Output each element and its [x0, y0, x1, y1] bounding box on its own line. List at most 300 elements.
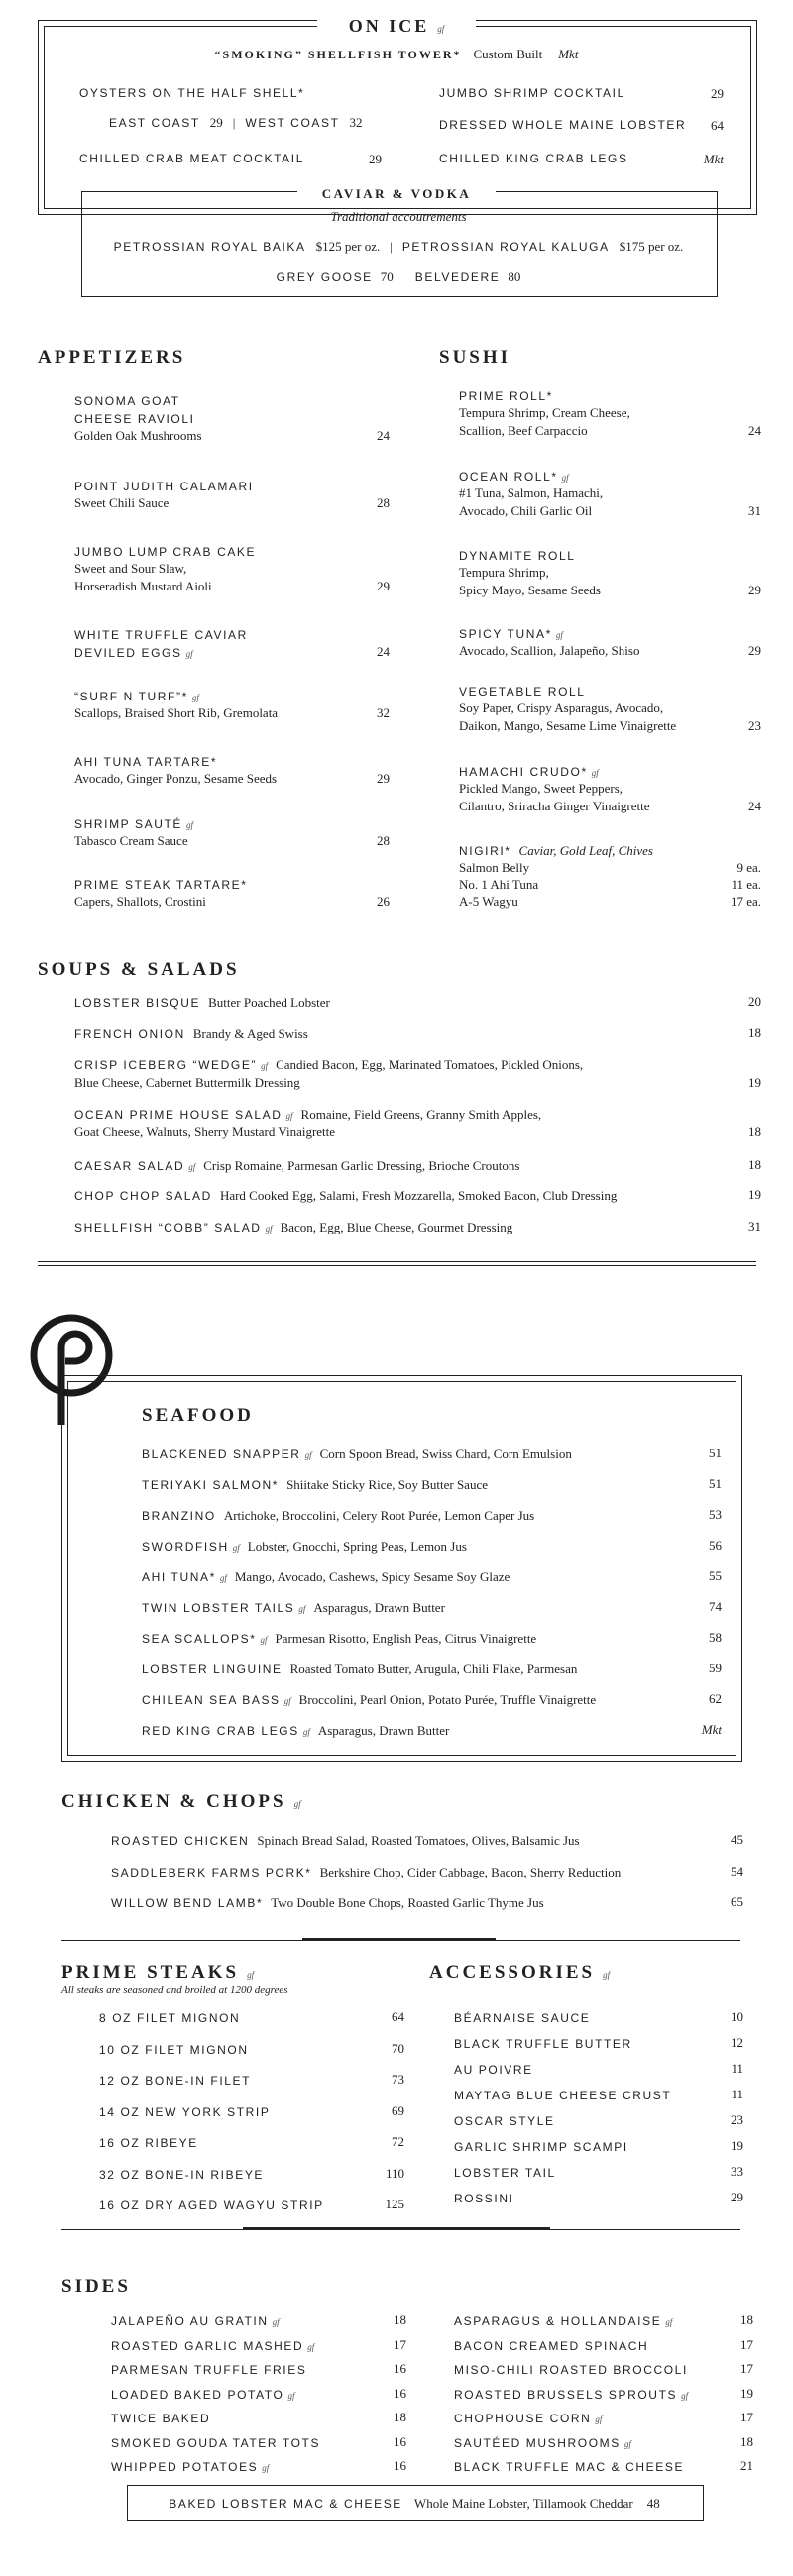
menu-item-row	[111, 2337, 314, 2355]
menu-item-price: 45	[731, 1832, 743, 1847]
menu-item-name: SAUTÉED MUSHROOMS	[454, 2435, 621, 2450]
menu-item-name: CHILEAN SEA BASS	[142, 1693, 281, 1707]
menu-item-price: 65	[731, 1894, 743, 1909]
menu-item-desc: Avocado, Ginger Ponzu, Sesame Seeds	[74, 771, 278, 786]
menu-item-name: BLACK TRUFFLE BUTTER	[454, 2037, 632, 2051]
menu-item-name-row	[459, 683, 586, 700]
menu-item-name: AU POIVRE	[454, 2063, 533, 2077]
menu-item-name: ROASTED BRUSSELS SPROUTS	[454, 2387, 678, 2402]
gf-mark: gf	[260, 1635, 268, 1645]
menu-item-name: JALAPEÑO AU GRATIN	[111, 2314, 269, 2328]
menu-item-name-row	[74, 626, 248, 644]
menu-item-price: 72	[392, 2134, 404, 2149]
oysters-label: OYSTERS ON THE HALF SHELL*	[79, 86, 305, 100]
menu-item-desc: Avocado, Scallion, Jalapeño, Shiso	[459, 643, 640, 658]
menu-item-name: GARLIC SHRIMP SCAMPI	[454, 2140, 628, 2154]
oyster-separator: |	[232, 115, 236, 130]
menu-item-name: MAYTAG BLUE CHEESE CRUST	[454, 2089, 672, 2102]
kaluga-label: PETROSSIAN ROYAL KALUGA	[401, 240, 610, 254]
gf-mark: gf	[262, 2463, 270, 2473]
menu-item-name: SHRIMP SAUTÉ	[74, 817, 182, 831]
menu-item-desc: Two Double Bone Chops, Roasted Garlic Thyme Jus	[271, 1895, 544, 1910]
menu-item-name: BÉARNAISE SAUCE	[454, 2011, 591, 2025]
menu-item-row	[99, 2166, 264, 2184]
menu-item-row	[142, 1599, 672, 1617]
gf-mark: gf	[302, 1727, 310, 1737]
menu-item-price: 55	[709, 1568, 722, 1583]
menu-item-name-row	[459, 468, 569, 485]
belvedere-price: 80	[508, 269, 521, 284]
menu-item-name: “SURF N TURF”*	[74, 690, 188, 703]
menu-item-price: 32	[377, 705, 390, 720]
steaks-title-wrap	[61, 1962, 254, 1984]
menu-item-desc: Capers, Shallots, Crostini	[74, 894, 206, 909]
chicken-title: CHICKEN & CHOPS	[61, 1791, 286, 1812]
menu-item-row	[111, 1894, 694, 1912]
nigiri-line-price: 11 ea.	[731, 877, 761, 892]
menu-item-price: 74	[709, 1599, 722, 1614]
menu-item-row	[74, 994, 712, 1012]
menu-item-desc: Sweet Chili Sauce	[74, 495, 170, 510]
menu-item-price: 53	[709, 1507, 722, 1522]
menu-item-name: OCEAN ROLL*	[459, 470, 558, 483]
menu-item-price: 18	[748, 1125, 761, 1139]
menu-item-price: 31	[748, 1219, 761, 1234]
menu-item-row	[142, 1507, 672, 1525]
caviar-subtitle: Traditional accoutrements	[330, 209, 467, 224]
menu-item-name: ROASTED GARLIC MASHED	[111, 2338, 304, 2353]
kaluga-price: $175 per oz.	[619, 239, 684, 254]
sides-title: SIDES	[61, 2276, 131, 2297]
menu-item-desc: Mango, Avocado, Cashews, Spicy Sesame Soy Glaze	[234, 1569, 510, 1584]
king-crab-label: CHILLED KING CRAB LEGS	[439, 152, 628, 165]
menu-item-price: 16	[394, 2361, 406, 2376]
menu-item-price: 62	[709, 1691, 722, 1706]
caviar-title: CAVIAR & VODKA	[321, 186, 472, 201]
gf-mark: gf	[595, 2415, 603, 2424]
menu-item-price: 31	[748, 503, 761, 518]
menu-item-row	[454, 2312, 672, 2330]
steaks-note: All steaks are seasoned and broiled at 1200 degrees	[61, 1985, 288, 1996]
menu-item-price: 23	[748, 718, 761, 733]
menu-item-desc: Scallops, Braised Short Rib, Gremolata	[74, 705, 279, 720]
menu-item-name: CRISP ICEBERG “WEDGE”	[74, 1058, 258, 1072]
menu-item-name: TERIYAKI SALMON*	[142, 1478, 280, 1492]
menu-item-price: 17	[740, 2410, 753, 2424]
menu-item-price: 56	[709, 1538, 722, 1553]
menu-item-row	[454, 2190, 514, 2207]
menu-item-name: PRIME ROLL*	[459, 389, 553, 403]
menu-item-price: 24	[748, 799, 761, 813]
menu-item-row	[99, 2041, 249, 2059]
steaks-title: PRIME STEAKS	[61, 1962, 240, 1983]
menu-item-name: PARMESAN TRUFFLE FRIES	[111, 2363, 307, 2377]
menu-item-name: BACON CREAMED SPINACH	[454, 2338, 649, 2353]
tower-name: “SMOKING” SHELLFISH TOWER*	[214, 48, 462, 61]
on-ice-title: ON ICE	[348, 16, 430, 36]
menu-item-row	[111, 2361, 306, 2379]
feature-price: 48	[646, 2496, 660, 2511]
menu-item-row	[142, 1568, 672, 1586]
menu-item-name: HAMACHI CRUDO*	[459, 765, 588, 779]
maine-lobster-label: DRESSED WHOLE MAINE LOBSTER	[439, 118, 687, 132]
gf-mark: gf	[287, 2390, 295, 2401]
menu-item-name-row	[74, 410, 195, 428]
caviar-separator: |	[390, 239, 393, 254]
menu-item-name: SEA SCALLOPS*	[142, 1632, 257, 1646]
menu-item-desc: Crisp Romaine, Parmesan Garlic Dressing, Brioche Croutons	[203, 1158, 520, 1173]
menu-item-name: LOADED BAKED POTATO	[111, 2387, 284, 2402]
menu-item-price: 70	[392, 2040, 404, 2056]
menu-item-price: 51	[709, 1476, 722, 1491]
menu-item-price: 23	[731, 2112, 743, 2127]
seafood-title: SEAFOOD	[142, 1405, 254, 1426]
soups-divider-2	[38, 1265, 756, 1266]
menu-item-price: 20	[748, 994, 761, 1009]
crab-cocktail-label: CHILLED CRAB MEAT COCKTAIL	[79, 152, 304, 165]
menu-item-price: 51	[709, 1446, 722, 1460]
menu-item-row	[111, 2386, 294, 2404]
gf-mark: gf	[272, 2317, 280, 2327]
menu-item-price: 19	[740, 2385, 753, 2401]
menu-item-desc: Horseradish Mustard Aioli	[74, 579, 212, 593]
menu-item-row	[111, 2434, 320, 2452]
menu-item-name: WILLOW BEND LAMB*	[111, 1896, 264, 1910]
menu-item-price: 24	[748, 423, 761, 438]
menu-item-name: SPICY TUNA*	[459, 627, 552, 641]
gf-mark: gf	[591, 768, 599, 778]
menu-item-row	[74, 1187, 712, 1205]
menu-item-name: JUMBO LUMP CRAB CAKE	[74, 545, 257, 559]
menu-item-price: 29	[748, 643, 761, 658]
menu-item-desc: Daikon, Mango, Sesame Lime Vinaigrette	[459, 718, 677, 733]
accessories-title-wrap	[429, 1962, 610, 1984]
west-coast-label: WEST COAST	[245, 116, 340, 130]
menu-item-row	[111, 2410, 210, 2427]
menu-item-name: ROSSINI	[454, 2192, 514, 2205]
menu-item-price: 29	[731, 2190, 743, 2204]
menu-item-name: ASPARAGUS & HOLLANDAISE	[454, 2314, 662, 2328]
shrimp-cocktail-label: JUMBO SHRIMP COCKTAIL	[439, 86, 625, 100]
menu-item-name-row	[459, 547, 576, 565]
menu-item-row	[99, 2009, 240, 2027]
menu-item-price: 29	[748, 583, 761, 597]
menu-item-desc: Corn Spoon Bread, Swiss Chard, Corn Emulsion	[319, 1447, 572, 1461]
menu-item-price: 28	[377, 833, 390, 848]
menu-item-price: 33	[731, 2164, 743, 2179]
menu-item-name-row	[74, 392, 180, 410]
gf-mark: gf	[304, 1450, 312, 1460]
menu-item-name: 12 OZ BONE-IN FILET	[99, 2074, 252, 2088]
menu-item-name: BLACK TRUFFLE MAC & CHEESE	[454, 2460, 685, 2474]
menu-item-price: 18	[740, 2433, 753, 2449]
menu-item-desc: Roasted Tomato Butter, Arugula, Chili Flake, Parmesan	[289, 1662, 578, 1676]
menu-item-row	[142, 1661, 672, 1678]
menu-item-desc: Bacon, Egg, Blue Cheese, Gourmet Dressing	[280, 1220, 513, 1234]
menu-item-row	[111, 1864, 694, 1881]
menu-item-row	[454, 2035, 632, 2053]
nigiri-line-label: A-5 Wagyu	[459, 894, 518, 909]
menu-item-desc: Tabasco Cream Sauce	[74, 833, 188, 848]
menu-item-name-row	[74, 543, 256, 561]
accessories-gf: gf	[603, 1970, 611, 1980]
menu-item-row	[142, 1691, 672, 1709]
menu-item-row	[111, 2312, 280, 2330]
menu-item-name-row	[459, 387, 553, 405]
menu-item-price: 16	[394, 2458, 406, 2473]
menu-item-price: 17	[740, 2336, 753, 2352]
menu-item-row	[74, 1056, 712, 1074]
menu-item-name: AHI TUNA TARTARE*	[74, 755, 218, 769]
gf-mark: gf	[681, 2390, 689, 2401]
menu-item-price: 17	[394, 2336, 406, 2352]
baika-label: PETROSSIAN ROYAL BAIKA	[113, 240, 306, 254]
tower-desc: Custom Built	[473, 47, 543, 61]
menu-item-price: 29	[377, 579, 390, 593]
menu-item-row	[454, 2410, 602, 2427]
menu-item-row	[454, 2164, 556, 2182]
shrimp-cocktail-price: 29	[711, 86, 724, 101]
menu-item-price: 26	[377, 894, 390, 909]
menu-item-name: ROASTED CHICKEN	[111, 1834, 250, 1848]
king-crab-price: Mkt	[703, 152, 724, 166]
menu-item-desc: Tempura Shrimp,	[459, 565, 549, 580]
menu-item-price: 18	[748, 1025, 761, 1040]
gf-mark: gf	[185, 649, 193, 659]
menu-item-name: 10 OZ FILET MIGNON	[99, 2042, 249, 2057]
menu-item-desc: Sweet and Sour Slaw,	[74, 561, 187, 576]
gf-mark: gf	[555, 630, 563, 640]
menu-item-row	[99, 2134, 198, 2152]
menu-item-desc: Blue Cheese, Cabernet Buttermilk Dressing	[74, 1075, 300, 1090]
menu-item-name: 16 OZ DRY AGED WAGYU STRIP	[99, 2199, 324, 2212]
appetizers-title: APPETIZERS	[38, 347, 186, 368]
menu-item-row	[454, 2009, 590, 2027]
menu-item-row	[454, 2458, 684, 2476]
accessories-title: ACCESSORIES	[429, 1962, 596, 1983]
menu-item-row	[74, 1219, 712, 1236]
gf-mark: gf	[261, 1061, 269, 1071]
menu-item-name: SHELLFISH “COBB” SALAD	[74, 1221, 262, 1234]
menu-item-row	[99, 2072, 251, 2090]
menu-item-row	[99, 2197, 324, 2214]
gf-mark: gf	[186, 820, 194, 830]
menu-item-row	[454, 2112, 555, 2130]
gf-mark: gf	[283, 1696, 291, 1706]
menu-item-price: 18	[394, 2312, 406, 2327]
menu-item-price: 64	[392, 2009, 404, 2024]
menu-item-row	[142, 1538, 672, 1556]
menu-item-price: 28	[377, 495, 390, 510]
grey-goose-price: 70	[380, 269, 394, 284]
menu-item-row	[111, 1832, 694, 1850]
menu-item-name: BLACKENED SNAPPER	[142, 1448, 301, 1461]
menu-item-name: TWICE BAKED	[111, 2412, 211, 2425]
on-ice-title-wrap	[317, 16, 476, 40]
menu-item-desc: Golden Oak Mushrooms	[74, 428, 202, 443]
east-coast-label: EAST COAST	[109, 116, 200, 130]
menu-item-name-row	[74, 688, 199, 705]
nigiri-line-label: Salmon Belly	[459, 860, 530, 875]
menu-item-price: 10	[731, 2009, 743, 2024]
menu-item-price: 69	[392, 2102, 404, 2118]
menu-item-price: 73	[392, 2072, 404, 2087]
menu-item-row	[142, 1446, 672, 1463]
menu-item-price: 19	[748, 1075, 761, 1090]
menu-item-name: WHITE TRUFFLE CAVIAR	[74, 628, 248, 642]
menu-item-price: 19	[731, 2138, 743, 2153]
gf-mark: gf	[298, 1604, 306, 1614]
oyster-prices	[109, 114, 363, 132]
menu-item-name: OCEAN PRIME HOUSE SALAD	[74, 1108, 283, 1122]
gf-mark: gf	[219, 1573, 227, 1583]
menu-item-price: 54	[731, 1864, 743, 1878]
menu-item-name: AHI TUNA*	[142, 1570, 216, 1584]
nigiri-line-price: 9 ea.	[736, 860, 761, 875]
menu-item-desc: Asparagus, Drawn Butter	[313, 1600, 445, 1615]
menu-item-desc: Hard Cooked Egg, Salami, Fresh Mozzarella, Smoked Bacon, Club Dressing	[219, 1188, 618, 1203]
menu-item-desc: Artichoke, Broccolini, Celery Root Purée, Lemon Caper Jus	[223, 1508, 535, 1523]
menu-item-desc: Broccolini, Pearl Onion, Potato Purée, Truffle Vinaigrette	[298, 1692, 597, 1707]
east-coast-price: 29	[209, 115, 223, 130]
menu-item-price: 18	[748, 1157, 761, 1172]
menu-item-desc: Asparagus, Drawn Butter	[317, 1723, 450, 1738]
menu-item-row	[142, 1722, 672, 1740]
menu-item-desc: Lobster, Gnocchi, Spring Peas, Lemon Jus	[247, 1539, 467, 1554]
menu-item-desc: Cilantro, Sriracha Ginger Vinaigrette	[459, 799, 650, 813]
maine-lobster-price: 64	[711, 118, 724, 133]
menu-item-row	[454, 2361, 688, 2379]
menu-item-row	[74, 1106, 712, 1124]
menu-item-name: OSCAR STYLE	[454, 2114, 555, 2128]
menu-item-desc: Romaine, Field Greens, Granny Smith Apples,	[300, 1107, 542, 1122]
menu-item-name: MISO-CHILI ROASTED BROCCOLI	[454, 2363, 688, 2377]
menu-item-name: CAESAR SALAD	[74, 1159, 185, 1173]
menu-item-name: RED KING CRAB LEGS	[142, 1724, 299, 1738]
menu-item-name: SWORDFISH	[142, 1540, 229, 1554]
menu-item-row	[454, 2434, 631, 2452]
menu-item-name: CHOPHOUSE CORN	[454, 2412, 592, 2425]
gf-mark: gf	[623, 2438, 631, 2449]
menu-item-name: VEGETABLE ROLL	[459, 685, 586, 698]
menu-item-price: 18	[394, 2410, 406, 2424]
menu-item-name: 8 OZ FILET MIGNON	[99, 2011, 241, 2025]
menu-item-desc: Tempura Shrimp, Cream Cheese,	[459, 405, 630, 420]
menu-item-name-row	[74, 478, 254, 495]
feature-line	[127, 2495, 702, 2513]
gf-mark: gf	[285, 1111, 293, 1121]
menu-item-row	[111, 2458, 269, 2476]
soups-divider-1	[38, 1261, 756, 1262]
menu-item-name: FRENCH ONION	[74, 1027, 185, 1041]
menu-item-row	[454, 2061, 533, 2079]
menu-item-price: 125	[385, 2197, 404, 2211]
menu-item-name: SMOKED GOUDA TATER TOTS	[111, 2435, 321, 2450]
menu-item-price: 110	[385, 2165, 404, 2181]
menu-item-price: 12	[731, 2035, 743, 2050]
menu-item-name: TWIN LOBSTER TAILS	[142, 1601, 295, 1615]
tower-line	[79, 46, 714, 63]
menu-item-price: 21	[740, 2458, 753, 2473]
nigiri-line-price: 17 ea.	[730, 894, 761, 909]
menu-item-price: 59	[709, 1661, 722, 1675]
menu-item-desc: Soy Paper, Crispy Asparagus, Avocado,	[459, 700, 664, 715]
menu-item-price: Mkt	[701, 1722, 722, 1737]
menu-item-name-row	[74, 753, 217, 771]
menu-item-row	[454, 2337, 648, 2355]
menu-item-name: PRIME STEAK TARTARE*	[74, 878, 248, 892]
menu-item-name: 14 OZ NEW YORK STRIP	[99, 2104, 271, 2119]
menu-item-desc: Butter Poached Lobster	[208, 995, 330, 1010]
menu-item-row	[142, 1630, 672, 1648]
menu-item-row	[142, 1476, 672, 1494]
steaks-divider-thick	[243, 2227, 550, 2230]
menu-item-desc: Spicy Mayo, Sesame Seeds	[459, 583, 601, 597]
nigiri-desc: Caviar, Gold Leaf, Chives	[518, 843, 653, 858]
menu-item-price: 11	[731, 2087, 743, 2101]
chicken-divider-thick	[302, 1938, 496, 1941]
menu-item-price: 11	[731, 2061, 743, 2076]
menu-item-row	[454, 2087, 671, 2104]
menu-item-price: 16	[394, 2385, 406, 2401]
gf-mark: gf	[232, 1543, 240, 1553]
menu-item-name-row	[74, 876, 247, 894]
menu-item-name: SONOMA GOAT	[74, 394, 180, 408]
menu-item-price: 17	[740, 2361, 753, 2376]
menu-item-name-row	[459, 763, 599, 781]
grey-goose-label: GREY GOOSE	[276, 270, 373, 284]
feature-desc: Whole Maine Lobster, Tillamook Cheddar	[413, 2496, 633, 2511]
steaks-gf: gf	[247, 1970, 255, 1980]
menu-item-row	[74, 1025, 712, 1043]
menu-item-price: 24	[377, 428, 390, 443]
caviar-line-1	[81, 238, 716, 256]
chicken-gf: gf	[293, 1799, 301, 1809]
belvedere-label: BELVEDERE	[414, 270, 501, 284]
menu-item-desc: Shiitake Sticky Rice, Soy Butter Sauce	[286, 1477, 488, 1492]
menu-item-row	[454, 2386, 688, 2404]
menu-item-price: 18	[740, 2312, 753, 2327]
nigiri-line-label: No. 1 Ahi Tuna	[459, 877, 539, 892]
nigiri-name: NIGIRI*	[459, 844, 511, 858]
menu-item-name: LOBSTER LINGUINE	[142, 1663, 283, 1676]
gf-mark: gf	[665, 2317, 673, 2327]
gf-mark: gf	[561, 473, 569, 483]
menu-item-desc: Candied Bacon, Egg, Marinated Tomatoes, Pickled Onions,	[276, 1057, 584, 1072]
menu-item-price: 16	[394, 2433, 406, 2449]
menu-item-price: 58	[709, 1630, 722, 1645]
sushi-title: SUSHI	[439, 347, 511, 368]
chicken-title-wrap	[61, 1791, 301, 1813]
gf-mark: gf	[191, 693, 199, 702]
menu-item-name: LOBSTER TAIL	[454, 2166, 556, 2180]
menu-item-price: 19	[748, 1187, 761, 1202]
menu-item-desc: Pickled Mango, Sweet Peppers,	[459, 781, 623, 796]
nigiri-block	[459, 842, 766, 860]
menu-item-name-row	[459, 625, 563, 643]
menu-item-name: 32 OZ BONE-IN RIBEYE	[99, 2167, 265, 2182]
menu-item-name: 16 OZ RIBEYE	[99, 2136, 198, 2150]
menu-item-desc: Berkshire Chop, Cider Cabbage, Bacon, Sherry Reduction	[319, 1865, 622, 1879]
menu-item-desc: #1 Tuna, Salmon, Hamachi,	[459, 485, 604, 500]
caviar-title-wrap	[297, 185, 496, 203]
menu-item-desc: Brandy & Aged Swiss	[192, 1026, 308, 1041]
menu-item-desc: Scallion, Beef Carpaccio	[459, 423, 588, 438]
menu-item-name: CHOP CHOP SALAD	[74, 1189, 212, 1203]
menu-item-name: LOBSTER BISQUE	[74, 996, 201, 1010]
menu-item-name-row	[74, 815, 193, 833]
menu-item-row	[74, 1157, 712, 1175]
